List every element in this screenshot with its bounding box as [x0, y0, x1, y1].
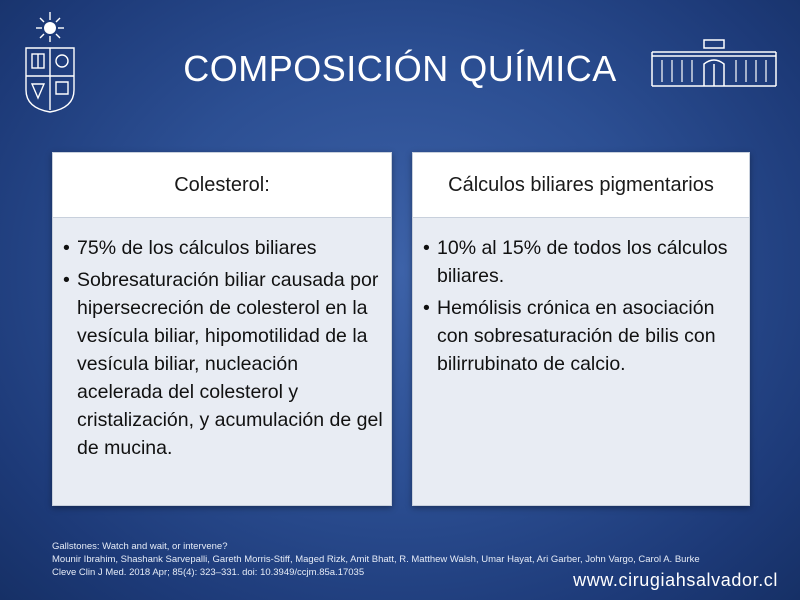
pigment-stones-bullet-list [423, 234, 741, 378]
list-item: • Hemólisis crónica en asociación con sobresaturación de bilis con bilirrubinato de calcio. [423, 294, 741, 378]
cholesterol-body [53, 218, 391, 462]
reference-title: Gallstones: Watch and wait, or intervene? [52, 541, 228, 552]
website-url: www.cirugiahsalvador.cl [573, 570, 778, 590]
list-item: • Sobresaturación biliar causada por hipersecreción de colesterol en la vesícula biliar, hipomotilidad de la vesícula biliar, nucleación acelerada del colesterol y cristalización, y acumulación de gel de mucina. [63, 266, 383, 462]
cholesterol-bullet-list [63, 234, 383, 462]
list-item: • 10% al 15% de todos los cálculos biliares. [423, 234, 741, 290]
slide-title: COMPOSICIÓN QUÍMICA [183, 48, 617, 89]
list-item: • 75% de los cálculos biliares [63, 234, 383, 262]
reference-journal: Cleve Clin J Med. 2018 Apr; 85(4): 323–331. doi: 10.3949/ccjm.85a.17035 [52, 567, 365, 578]
cholesterol-heading: Colesterol: [53, 153, 391, 218]
pigment-stones-heading: Cálculos biliares pigmentarios [413, 153, 749, 218]
pigment-stones-panel [412, 152, 750, 506]
pigment-stones-body [413, 218, 749, 378]
cholesterol-panel [52, 152, 392, 506]
reference-authors: Mounir Ibrahim, Shashank Sarvepalli, Gareth Morris-Stiff, Maged Rizk, Amit Bhatt, R. Matthew Walsh, Umar Hayat, Ari Garber, John Vargo, Carol A. Burke [52, 554, 700, 565]
